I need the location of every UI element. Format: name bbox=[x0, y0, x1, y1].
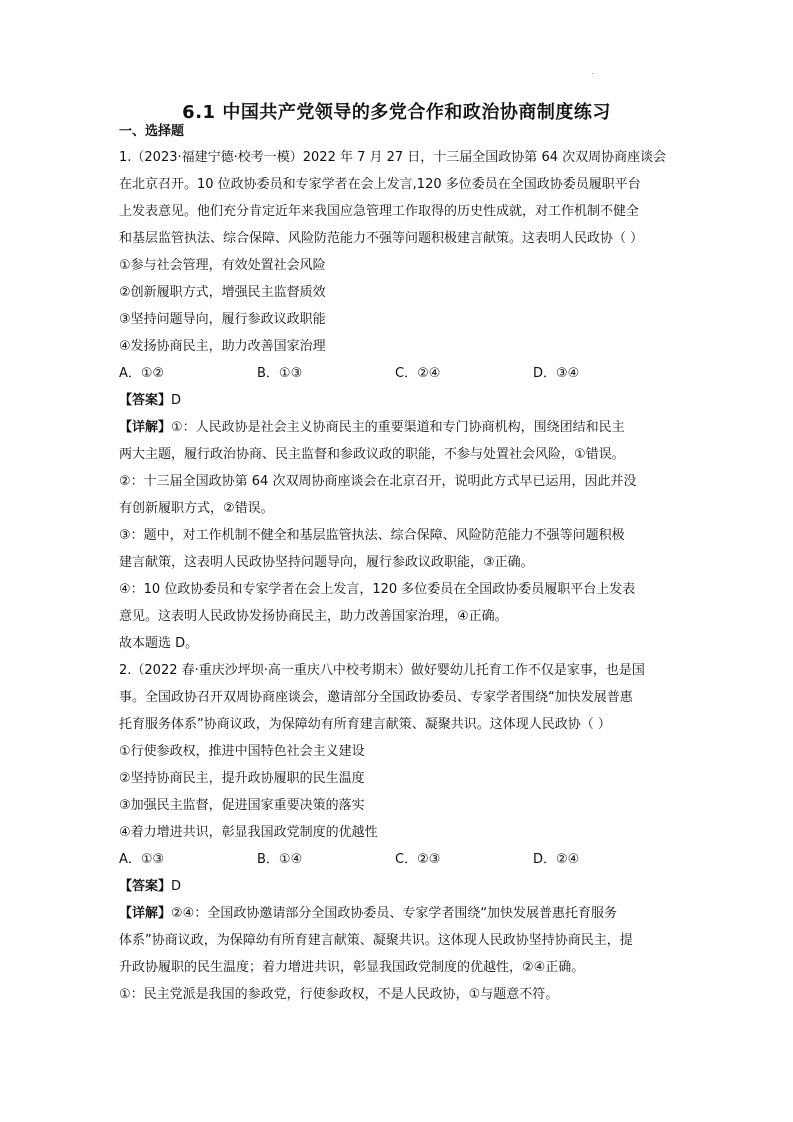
question-1-statement: ③坚持问题导向，履行参政议政职能 bbox=[119, 312, 326, 327]
detail-label: 【详解】 bbox=[119, 906, 172, 921]
question-1-statement: ①参与社会管理，有效处置社会风险 bbox=[119, 258, 326, 273]
detail-text: ①：人民政协是社会主义协商民主的重要渠道和专门协商机构，围绕团结和民主 bbox=[171, 420, 625, 435]
question-2-detail-line: 升政协履职的民生温度；着力增进共识，彰显我国政党制度的优越性，②④正确。 bbox=[119, 960, 585, 975]
question-1-statement: ②创新履职方式，增强民主监督质效 bbox=[119, 285, 326, 300]
question-1-stem-line: 和基层监管执法、综合保障、风险防范能力不强等问题积极建言献策。这表明人民政协（ ） bbox=[119, 231, 644, 246]
document-body bbox=[119, 125, 679, 1008]
detail-text: ②④：全国政协邀请部分全国政协委员、专家学者围绕“加快发展普惠托育服务 bbox=[171, 906, 618, 921]
option-d: D．③④ bbox=[533, 366, 580, 381]
question-1-stem-line: 1.（2023·福建宁德·校考一模）2022 年 7 月 27 日，十三届全国政协第 64 次双周协商座谈会 bbox=[119, 150, 667, 165]
option-c: C．②③ bbox=[395, 852, 441, 867]
option-d: D．②④ bbox=[533, 852, 580, 867]
question-1-detail-line: ②：十三届全国政协第 64 次双周协商座谈会在北京召开，说明此方式早已运用，因此并没 bbox=[119, 474, 637, 489]
question-1-conclusion: 故本题选 D。 bbox=[119, 636, 199, 651]
question-2-statement: ④着力增进共识，彰显我国政党制度的优越性 bbox=[119, 825, 378, 840]
answer-label: 【答案】 bbox=[119, 879, 172, 894]
question-2-stem-line: 2.（2022 春·重庆沙坪坝·高一重庆八中校考期末）做好婴幼儿托育工作不仅是家事，也是国 bbox=[119, 663, 645, 678]
question-1-detail-line bbox=[119, 414, 679, 441]
question-1-detail-line: ④：10 位政协委员和专家学者在会上发言，120 多位委员在全国政协委员履职平台上发表 bbox=[119, 582, 636, 597]
question-2-detail-line: ①：民主党派是我国的参政党，行使参政权，不是人民政协，①与题意不符。 bbox=[119, 987, 559, 1002]
option-b: B．①③ bbox=[257, 366, 303, 381]
question-1-statement: ④发扬协商民主，助力改善国家治理 bbox=[119, 339, 326, 354]
option-a: A．①② bbox=[119, 366, 165, 381]
question-1-options bbox=[119, 360, 679, 387]
question-2 bbox=[119, 657, 679, 1008]
question-2-options bbox=[119, 846, 679, 873]
detail-label: 【详解】 bbox=[119, 420, 172, 435]
question-1-detail-line: 两大主题，履行政治协商、民主监督和参政议政的职能，不参与处置社会风险，①错误。 bbox=[119, 447, 625, 462]
question-1-detail-line: 意见。这表明人民政协发扬协商民主，助力改善国家治理，④正确。 bbox=[119, 609, 508, 624]
question-2-detail-line: 体系”协商议政，为保障幼有所育建言献策、凝聚共识。这体现人民政协坚持协商民主，提 bbox=[119, 933, 633, 948]
question-2-detail-line bbox=[119, 900, 679, 927]
question-1-detail-line: ③：题中，对工作机制不健全和基层监管执法、综合保障、风险防范能力不强等问题积极 bbox=[119, 528, 625, 543]
question-1-detail-line: 有创新履职方式，②错误。 bbox=[119, 501, 274, 516]
option-c: C．②④ bbox=[395, 366, 441, 381]
option-a: A．①③ bbox=[119, 852, 165, 867]
question-1 bbox=[119, 144, 679, 657]
answer-label: 【答案】 bbox=[119, 393, 172, 408]
question-2-stem-line: 托育服务体系”协商议政，为保障幼有所育建言献策、凝聚共识。这体现人民政协（ ） bbox=[119, 717, 611, 732]
option-b: B．①④ bbox=[257, 852, 303, 867]
question-1-answer bbox=[119, 387, 679, 414]
question-2-statement: ①行使参政权，推进中国特色社会主义建设 bbox=[119, 744, 365, 759]
question-1-detail-line: 建言献策，这表明人民政协坚持问题导向，履行参政议政职能，③正确。 bbox=[119, 555, 534, 570]
question-2-stem-line: 事。全国政协召开双周协商座谈会，邀请部分全国政协委员、专家学者围绕“加快发展普惠 bbox=[119, 690, 633, 705]
question-2-statement: ③加强民主监督，促进国家重要决策的落实 bbox=[119, 798, 365, 813]
page-title: 6.1 中国共产党领导的多党合作和政治协商制度练习 bbox=[182, 102, 611, 123]
question-1-stem-line: 上发表意见。他们充分肯定近年来我国应急管理工作取得的历史性成就，对工作机制不健全 bbox=[119, 204, 640, 219]
answer-value: D bbox=[171, 879, 182, 894]
question-1-stem-line: 在北京召开。10 位政协委员和专家学者在会上发言,120 多位委员在全国政协委员履职平台 bbox=[119, 177, 641, 192]
section-heading: 一、选择题 bbox=[119, 124, 185, 139]
answer-value: D bbox=[171, 393, 182, 408]
page-mark bbox=[592, 73, 593, 74]
question-2-statement: ②坚持协商民主，提升政协履职的民生温度 bbox=[119, 771, 365, 786]
question-2-answer bbox=[119, 873, 679, 900]
